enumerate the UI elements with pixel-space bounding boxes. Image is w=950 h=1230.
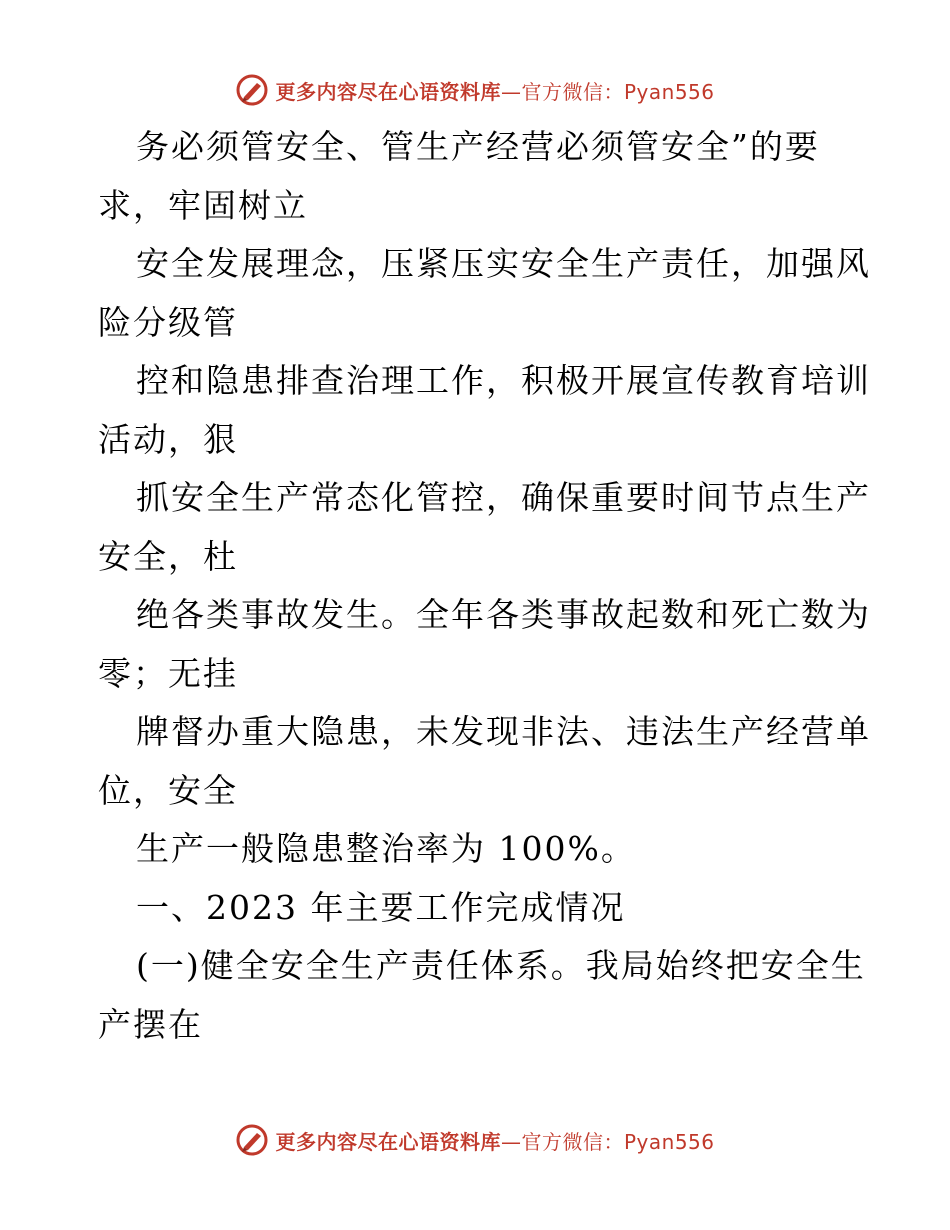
text-line: 生产一般隐患整治率为 100%。 bbox=[136, 829, 636, 868]
watermark-contact-label: 官方微信： bbox=[521, 79, 624, 104]
header-watermark bbox=[0, 70, 950, 110]
watermark-site: 更多内容尽在心语资料库 bbox=[275, 1129, 501, 1154]
watermark-text bbox=[275, 1126, 714, 1155]
section-heading: 一、2023 年主要工作完成情况 bbox=[136, 887, 626, 927]
text-line: 险分级管 bbox=[98, 302, 238, 342]
text-line: 牌督办重大隐患，未发现非法、违法生产经营单 bbox=[136, 712, 871, 751]
text-line: 位，安全 bbox=[98, 770, 238, 810]
watermark-site: 更多内容尽在心语资料库 bbox=[275, 79, 501, 104]
text-line: 安全发展理念，压紧压实安全生产责任，加强风 bbox=[136, 244, 871, 283]
text-line: 务必须管安全、管生产经营必须管安全”的要 bbox=[136, 127, 820, 166]
pen-circle-logo-icon bbox=[235, 73, 269, 107]
text-line: 活动，狠 bbox=[98, 419, 238, 459]
watermark-wechat-id: Pyan556 bbox=[623, 1129, 715, 1154]
text-line: 抓安全生产常态化管控，确保重要时间节点生产 bbox=[136, 478, 871, 517]
watermark-text bbox=[275, 76, 714, 105]
watermark-separator: — bbox=[500, 1129, 522, 1154]
watermark-contact-label: 官方微信： bbox=[521, 1129, 624, 1154]
document-body bbox=[98, 118, 871, 1054]
text-line: 求，牢固树立 bbox=[98, 185, 308, 225]
text-line: 零；无挂 bbox=[98, 653, 238, 693]
text-line: 产摆在 bbox=[98, 1004, 203, 1044]
footer-watermark bbox=[0, 1120, 950, 1160]
pen-circle-logo-icon bbox=[235, 1123, 269, 1157]
text-line: (一)健全安全生产责任体系。我局始终把安全生 bbox=[136, 946, 866, 985]
watermark-wechat-id: Pyan556 bbox=[623, 79, 715, 104]
text-line: 安全，杜 bbox=[98, 536, 238, 576]
watermark-separator: — bbox=[500, 79, 522, 104]
text-line: 绝各类事故发生。全年各类事故起数和死亡数为 bbox=[136, 595, 871, 634]
text-line: 控和隐患排查治理工作，积极开展宣传教育培训 bbox=[136, 361, 871, 400]
